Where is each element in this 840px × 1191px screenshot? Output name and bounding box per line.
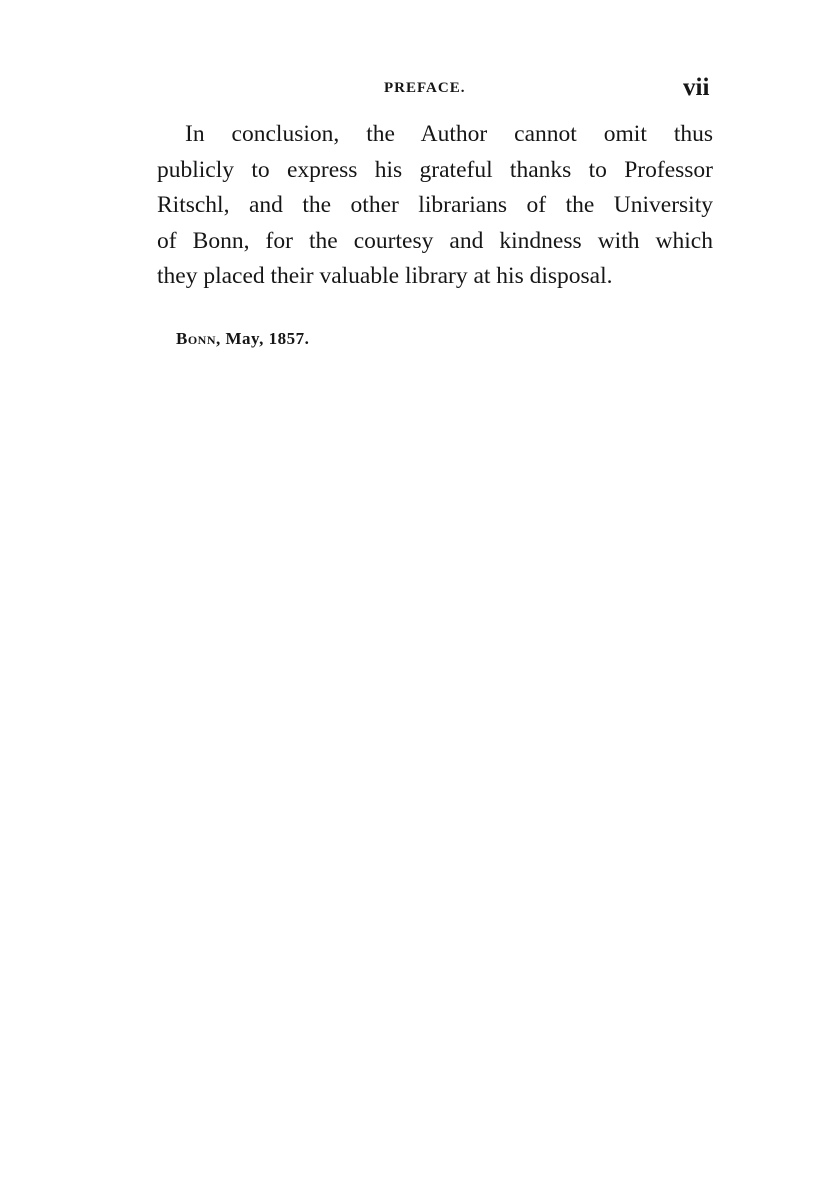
paragraph-line: of Bonn, for the courtesy and kindness with which (157, 227, 713, 254)
signature-line (176, 329, 309, 349)
signature-date: May, 1857. (225, 329, 310, 348)
running-head (0, 74, 840, 102)
paragraph-line: they placed their valuable library at his disposal. (157, 263, 613, 289)
running-title: PREFACE. (384, 80, 466, 96)
signature-place: Bonn, (176, 329, 221, 348)
paragraph-line: Ritschl, and the other librarians of the University (157, 192, 713, 218)
page-number: vii (683, 74, 710, 101)
preface-paragraph (157, 117, 713, 295)
paragraph-line: publicly to express his grateful thanks to Professor (157, 156, 713, 183)
paragraph-line: In conclusion, the Author cannot omit thus (185, 121, 713, 147)
